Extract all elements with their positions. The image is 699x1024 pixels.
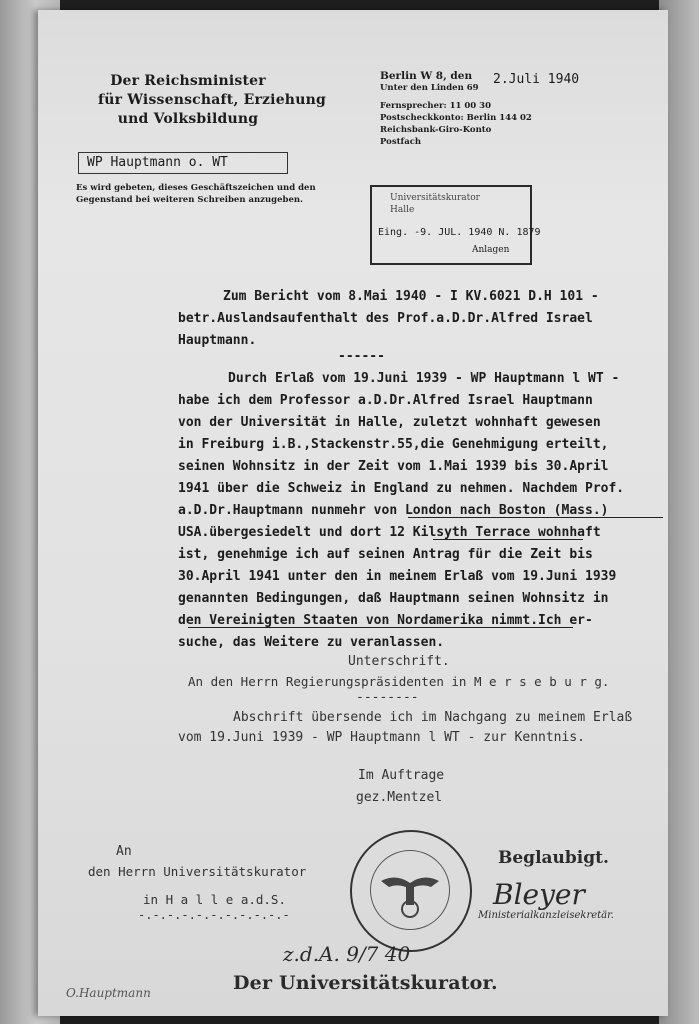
handwritten-note: z.d.A. 9/7 40 <box>283 942 411 966</box>
letterhead-line-2: für Wissenschaft, Erziehung <box>98 92 326 108</box>
letter-date: 2.Juli 1940 <box>493 72 580 87</box>
paragraph-line-7: a.D.Dr.Hauptmann nunmehr von London nach Boston (Mass.) <box>178 503 609 518</box>
reference-box: WP Hauptmann o. WT <box>78 152 288 174</box>
signature-label: Unterschrift. <box>348 654 450 669</box>
paragraph-line-4: in Freiburg i.B.,Stackenstr.55,die Genehmigung erteilt, <box>178 437 609 452</box>
letterhead-line-3: und Volksbildung <box>117 111 259 127</box>
subject-line-1: Zum Bericht vom 8.Mai 1940 - I KV.6021 D.H 101 - <box>223 289 599 304</box>
address-bank: Reichsbank-Giro-Konto <box>380 125 492 135</box>
stamp-line-3: Eing. -9. JUL. 1940 N. 1879 <box>378 227 541 238</box>
stamp-line-1: Universitätskurator <box>390 193 480 203</box>
paragraph-line-6: 1941 über die Schweiz in England zu nehmen. Nachdem Prof. <box>178 481 625 496</box>
stamp-line-4: Anlagen <box>472 245 510 255</box>
copy-line-2: vom 19.Juni 1939 - WP Hauptmann l WT - zur Kenntnis. <box>178 730 585 745</box>
footer-dots: -.-.-.-.-.-.-.-.-.-.- <box>138 908 290 922</box>
footer-an: An <box>116 844 132 859</box>
underline-mark-1 <box>408 517 663 518</box>
letterhead <box>98 72 326 129</box>
reference-note-line-2: Gegenstand bei weiteren Schreiben anzugeben. <box>76 195 303 205</box>
recipient-line: An den Herrn Regierungspräsidenten in M e r s e b u r g. <box>188 674 610 689</box>
letterhead-line-1: Der Reichsminister <box>110 73 266 89</box>
paragraph-line-3: von der Universität in Halle, zuletzt wohnhaft gewesen <box>178 415 601 430</box>
footer-recipient-1: den Herrn Universitätskurator <box>88 864 307 879</box>
seal-eagle-emblem <box>370 850 450 930</box>
copy-line-1: Abschrift übersende ich im Nachgang zu meinem Erlaß <box>233 710 633 725</box>
paragraph-line-5: seinen Wohnsitz in der Zeit vom 1.Mai 1939 bis 30.April <box>178 459 609 474</box>
paragraph-line-8: USA.übergesiedelt und dort 12 Kilsyth Terrace wohnhaft <box>178 525 601 540</box>
paragraph-line-10: 30.April 1941 unter den in meinem Erlaß vom 19.Juni 1939 <box>178 569 617 584</box>
address-postcheck: Postscheckkonto: Berlin 144 02 <box>380 113 532 123</box>
separator: ------ <box>338 349 385 364</box>
signer-signature: Bleyer <box>493 878 585 911</box>
address-phone: Fernsprecher: 11 00 30 <box>380 101 491 111</box>
paragraph-line-2: habe ich dem Professor a.D.Dr.Alfred Israel Hauptmann <box>178 393 593 408</box>
stamp-line-2: Halle <box>390 205 415 215</box>
paragraph-line-12: den Vereinigten Staaten von Nordamerika nimmt.Ich er- <box>178 613 593 628</box>
separator-2: -------- <box>356 690 419 705</box>
document-page <box>38 10 668 1016</box>
underline-mark-3 <box>188 627 573 628</box>
certified-label: Beglaubigt. <box>498 848 609 868</box>
underline-mark-2 <box>433 539 583 540</box>
order-line-2: gez.Mentzel <box>356 790 443 805</box>
reference-note <box>76 182 316 206</box>
paragraph-line-13: suche, das Weitere zu veranlassen. <box>178 635 445 650</box>
kurator-stamp: Der Universitätskurator. <box>233 972 498 994</box>
official-seal <box>350 830 472 952</box>
reference-note-line-1: Es wird gebeten, dieses Geschäftszeichen und den <box>76 183 316 193</box>
subject-line-2: betr.Auslandsaufenthalt des Prof.a.D.Dr.Alfred Israel <box>178 311 593 326</box>
paragraph-line-9: ist, genehmige ich auf seinen Antrag für die Zeit bis <box>178 547 593 562</box>
subject-line-3: Hauptmann. <box>178 333 257 348</box>
received-stamp <box>370 185 541 265</box>
footer-recipient-2: in H a l l e a.d.S. <box>143 892 286 907</box>
signer-title: Ministerialkanzleisekretär. <box>478 910 614 921</box>
paragraph-line-11: genannten Bedingungen, daß Hauptmann seinen Wohnsitz in <box>178 591 609 606</box>
address-street: Unter den Linden 69 <box>380 83 479 93</box>
paragraph-line-1: Durch Erlaß vom 19.Juni 1939 - WP Hauptmann l WT - <box>228 371 620 386</box>
margin-note: O.Hauptmann <box>66 986 151 1000</box>
address-post: Postfach <box>380 137 422 147</box>
address-city: Berlin W 8, den <box>380 70 473 82</box>
order-line-1: Im Auftrage <box>358 768 445 783</box>
